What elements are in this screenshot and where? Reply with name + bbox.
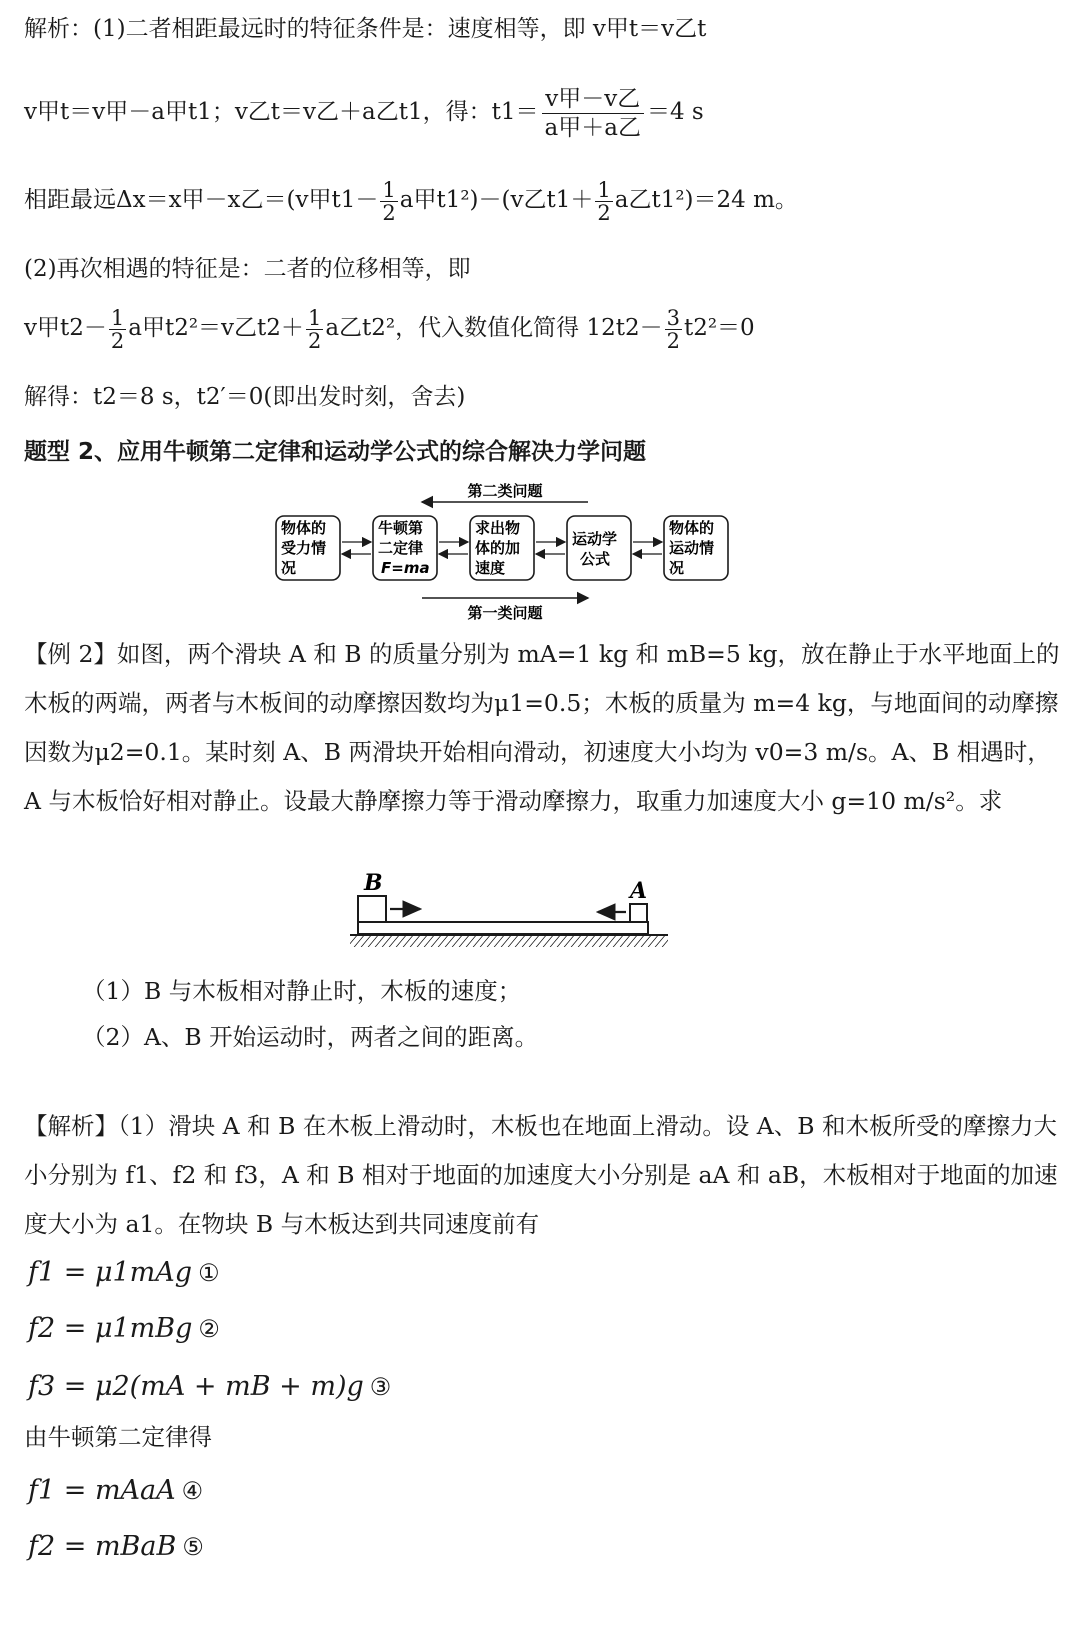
equation-text: f1 = mAaA <box>28 1475 176 1506</box>
fraction-numerator: 1 <box>382 177 396 202</box>
bottom-label: 第一类问题 <box>467 604 543 622</box>
equation-3 <box>28 1370 391 1404</box>
equation-number: ③ <box>369 1373 392 1401</box>
box-text: 物体的 <box>281 519 327 537</box>
solution-line-3 <box>24 172 798 228</box>
equation-4 <box>28 1474 203 1508</box>
fraction-half <box>109 307 126 352</box>
fraction-half <box>380 179 397 224</box>
board-figure <box>350 868 690 958</box>
top-label: 第二类问题 <box>467 482 543 500</box>
line3-part-c: a乙t1²)＝24 m。 <box>614 187 798 213</box>
block-b <box>358 896 386 922</box>
line3-part-b: a甲t1²)－(v乙t1＋ <box>399 187 594 213</box>
fraction-numerator: 1 <box>597 177 611 202</box>
ground-hatch <box>350 936 668 947</box>
box-text: 求出物 <box>475 519 521 537</box>
box-text: 公式 <box>580 550 611 568</box>
equation-number: ⑤ <box>182 1533 204 1561</box>
fraction-three-halves <box>665 307 682 352</box>
solution-line-4: (2)再次相遇的特征是：二者的位移相等，即 <box>24 256 471 282</box>
question-1: （1）B 与木板相对静止时，木板的速度； <box>82 977 522 1005</box>
line3-part-a: 相距最远Δx＝x甲－x乙＝(v甲t1－ <box>24 187 379 213</box>
box-text: 物体的 <box>669 519 715 537</box>
fraction-denominator: 2 <box>110 328 125 353</box>
fraction-half <box>595 179 612 224</box>
fraction-numerator: 1 <box>110 305 125 330</box>
line2-left: v甲t＝v甲－a甲t1；v乙t＝v乙＋a乙t1，得：t1＝ <box>24 99 539 125</box>
label-block-a: A <box>630 878 648 904</box>
box-text: 况 <box>281 559 297 577</box>
equation-number: ④ <box>181 1477 204 1505</box>
line5-part-b: a甲t2²＝v乙t2＋ <box>128 315 304 341</box>
question-2: （2）A、B 开始运动时，两者之间的距离。 <box>82 1023 539 1051</box>
equation-text: f3 = μ2(mA + mB + m)g <box>28 1371 364 1402</box>
solution-line-1: 解析：(1)二者相距最远时的特征条件是：速度相等，即 v甲t＝v乙t <box>24 16 707 42</box>
box-text: F=ma <box>381 559 430 577</box>
fraction-numerator: 3 <box>666 305 680 330</box>
fraction-denominator: 2 <box>666 328 680 353</box>
analysis-text: 【解析】（1）滑块 A 和 B 在木板上滑动时，木板也在地面上滑动。设 A、B 和木板所受的摩擦力大小分别为 f1、f2 和 f3，A 和 B 相对于地面的加速度大小分别是 aA 和 aB，木板相对于地面的加速度大小为 a1。在物块 B 与木板达到共同速度前有 <box>24 1112 1058 1238</box>
box-text: 受力情 <box>281 539 327 557</box>
section-heading: 题型 2、应用牛顿第二定律和运动学公式的综合解决力学问题 <box>24 439 647 465</box>
equation-number: ① <box>198 1259 220 1287</box>
solution-line-6: 解得：t2＝8 s，t2′＝0(即出发时刻，舍去) <box>24 384 466 410</box>
flow-diagram <box>270 478 740 628</box>
flow-box-motion <box>664 516 728 580</box>
line5-part-d: t2²＝0 <box>683 315 755 341</box>
fraction-denominator: a甲＋a乙 <box>544 114 641 141</box>
equation-text: f2 = mBaB <box>28 1531 177 1562</box>
fraction-half <box>306 307 323 352</box>
box-text: 牛顿第 <box>378 519 424 537</box>
example-text: 【例 2】如图，两个滑块 A 和 B 的质量分别为 mA=1 kg 和 mB=5 kg，放在静止于水平地面上的木板的两端，两者与木板间的动摩擦因数均为μ1=0.5；木板的质量为 m=4 kg，与地面间的动摩擦因数为μ2=0.1。某时刻 A、B 两滑块开始相向滑动，初速度大小均为 v0=3 m/s。A、B 相遇时，A 与木板恰好相对静止。设最大静摩擦力等于滑动摩擦力，取重力加速度大小 g=10 m/s²。求 <box>24 640 1060 815</box>
flow-box-force <box>276 516 340 580</box>
board <box>358 922 648 934</box>
box-text: 速度 <box>475 559 506 577</box>
equation-5 <box>28 1530 204 1564</box>
line5-part-c: a乙t2²，代入数值化简得 12t2－ <box>325 315 663 341</box>
equation-text: f2 = μ1mBg <box>28 1313 193 1344</box>
solution-line-5 <box>24 300 755 356</box>
box-text: 体的加 <box>475 539 521 557</box>
line2-right: ＝4 s <box>646 99 704 125</box>
fraction-denominator: 2 <box>382 200 396 225</box>
flow-box-acceleration <box>470 516 534 580</box>
flow-box-kinematics <box>567 516 631 580</box>
box-text: 况 <box>669 559 685 577</box>
flow-box-newton <box>373 516 437 580</box>
solution-line-2 <box>24 82 704 142</box>
equation-text: f1 = μ1mAg <box>28 1257 193 1288</box>
equation-number: ② <box>198 1315 220 1343</box>
box-text: 运动情 <box>669 539 715 557</box>
box-text: 运动学 <box>572 530 618 548</box>
fraction-denominator: 2 <box>597 200 611 225</box>
block-a <box>630 904 647 922</box>
box-text: 二定律 <box>378 539 424 557</box>
equation-2 <box>28 1312 220 1346</box>
fraction-numerator: v甲－v乙 <box>542 85 644 114</box>
newton-law-line: 由牛顿第二定律得 <box>24 1423 212 1451</box>
fraction-denominator: 2 <box>307 328 322 353</box>
label-block-b: B <box>364 870 383 896</box>
fraction-numerator: 1 <box>307 305 322 330</box>
equation-1 <box>28 1256 220 1290</box>
fraction-t1 <box>542 85 644 142</box>
line5-part-a: v甲t2－ <box>24 315 107 341</box>
